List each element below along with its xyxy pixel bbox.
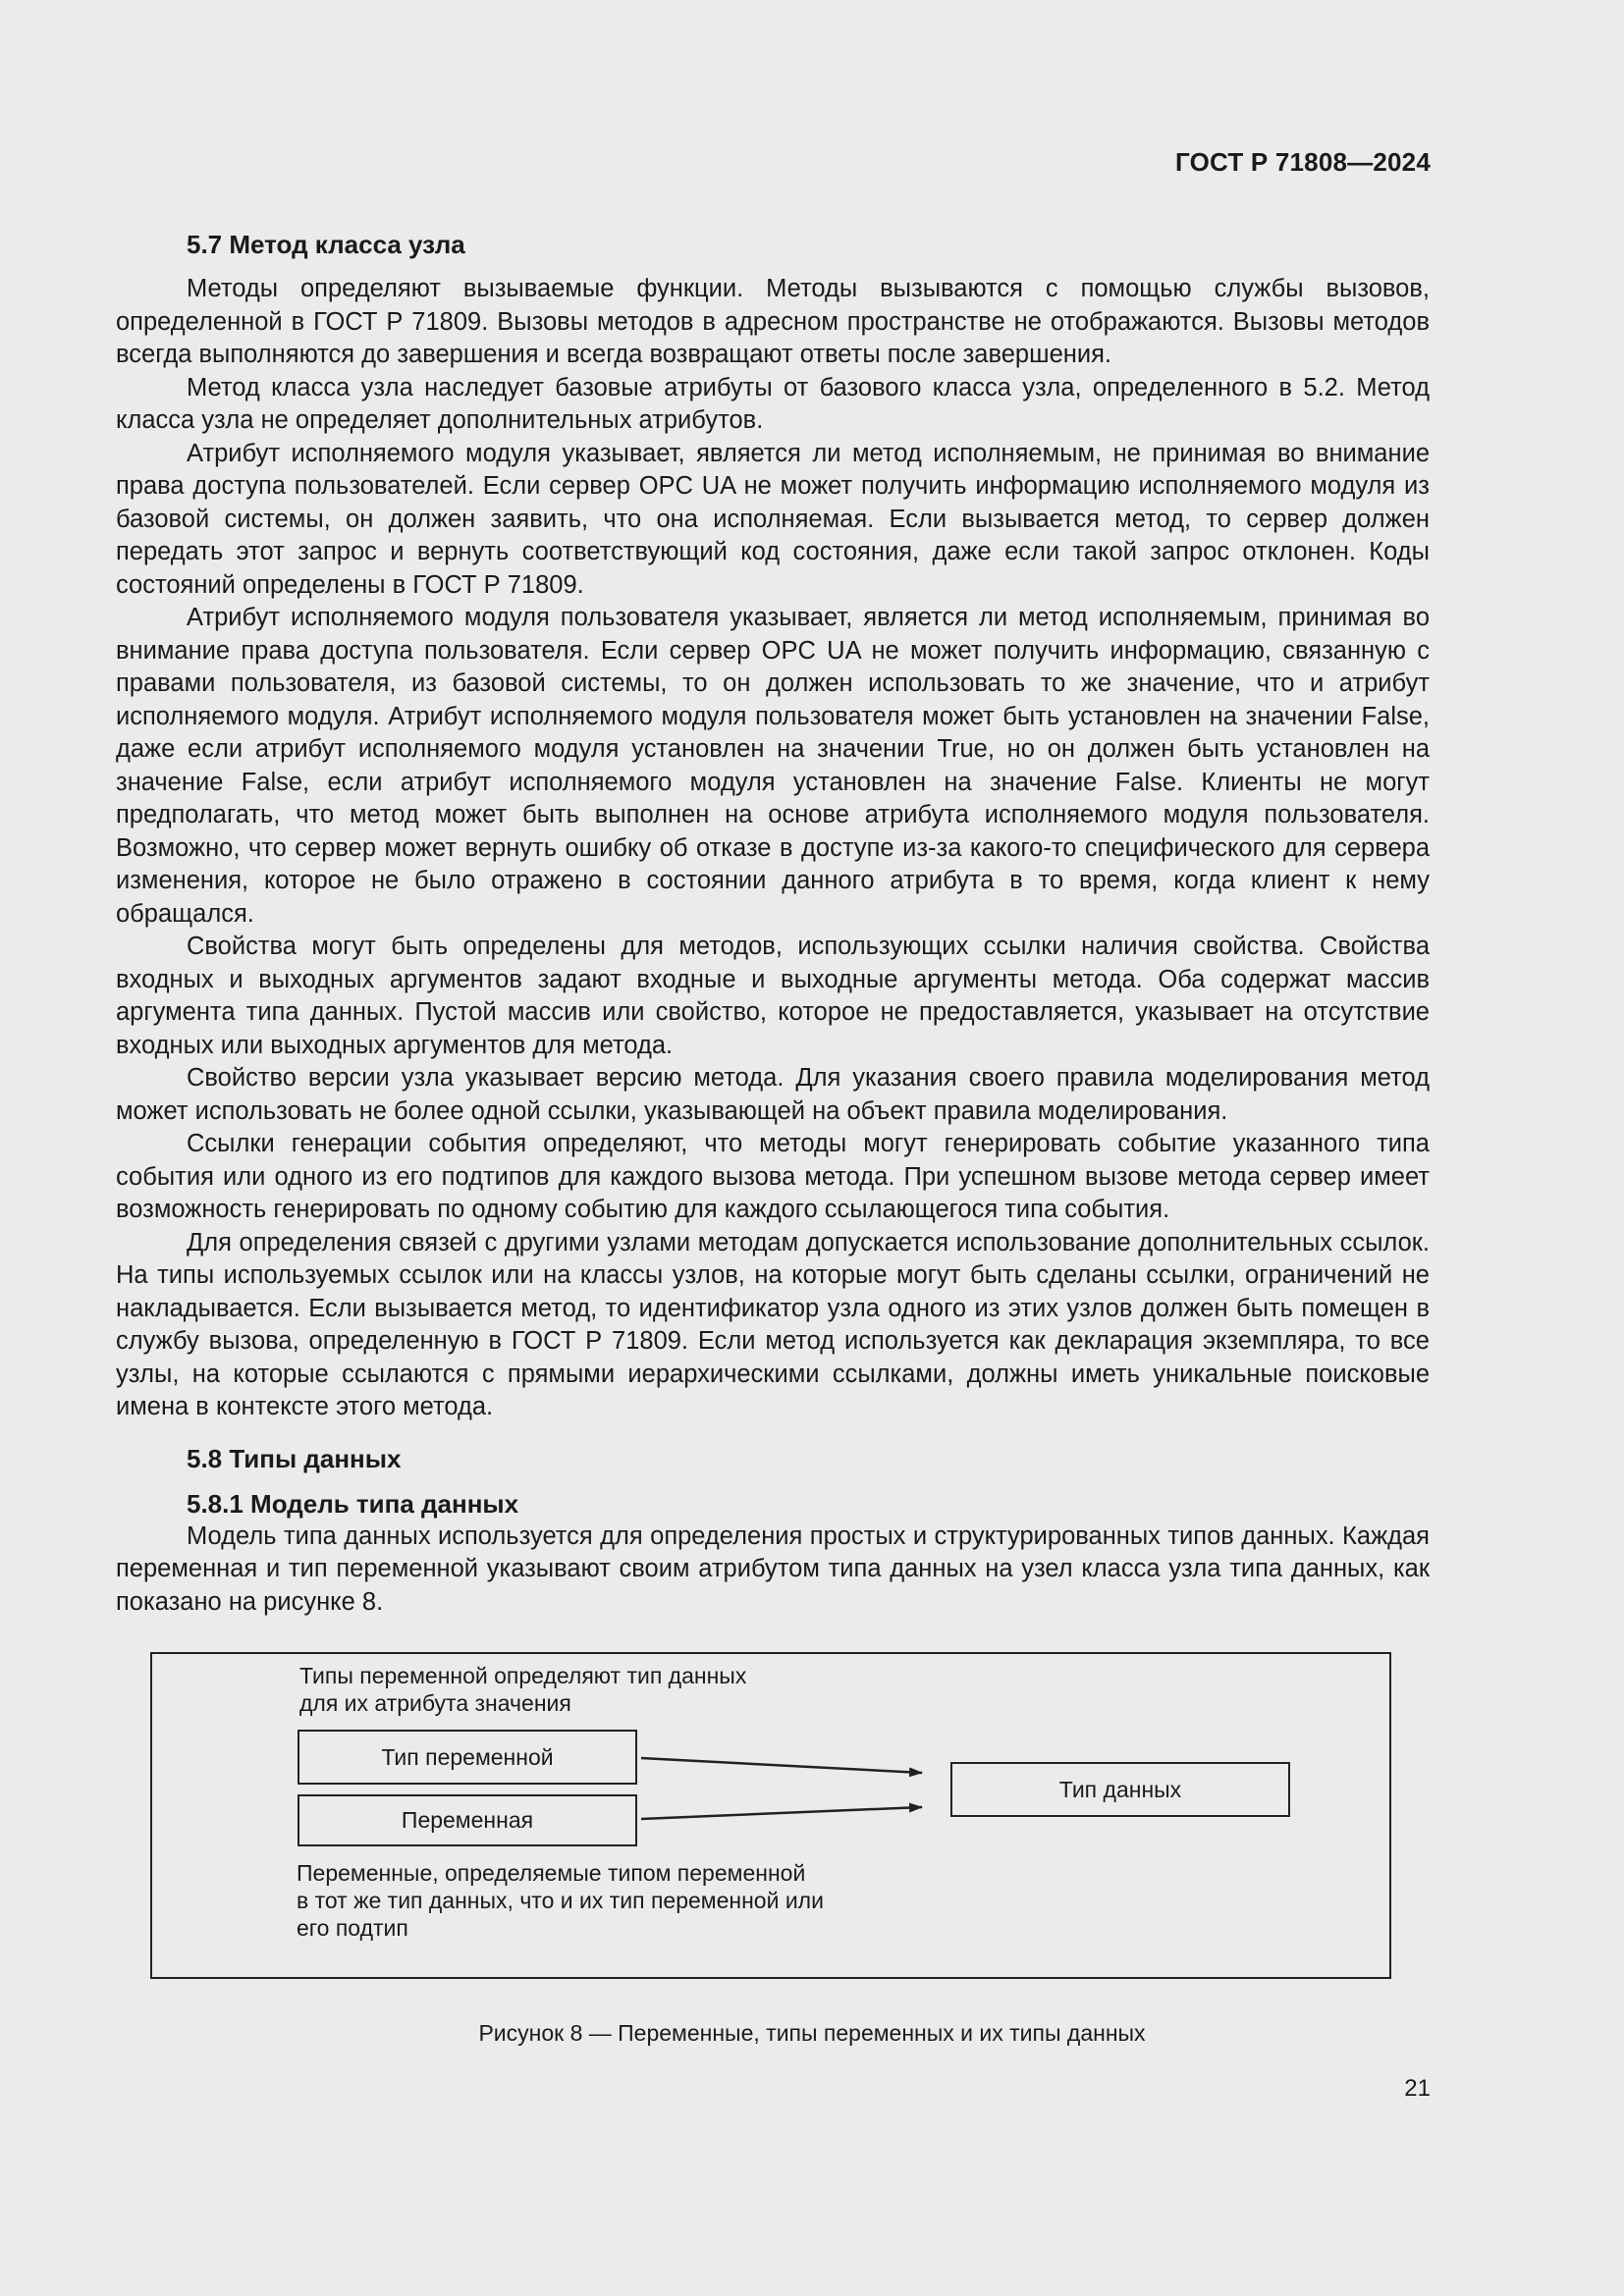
variable-label: Переменная: [401, 1807, 534, 1833]
main-text: [116, 228, 1430, 1619]
paragraph: Для определения связей с другими узлами методам допускается использование дополнительных ссылок. На типы используемых ссылок или на классы узлов, на которые могут быть сделаны ссылки, ограничений не накладывается. Если вызывается метод, то идентификатор узла одного из этих узлов должен быть помещен в службу вызова, определенную в ГОСТ Р 71809. Если метод используется как декларация экземпляра, то все узлы, на которые ссылаются с прямыми иерархическими ссылками, должны иметь уникальные поисковые имена в контексте этого метода.: [116, 1228, 1430, 1420]
paragraph: Метод класса узла наследует базовые атрибуты от базового класса узла, определенного в 5.2. Метод класса узла не определяет дополнительных атрибутов.: [116, 373, 1430, 434]
paragraph: Модель типа данных используется для определения простых и структурированных типов данных. Каждая переменная и тип переменной указывают своим атрибутом типа данных на узел класса узла типа данных, как показано на рисунке 8.: [116, 1522, 1430, 1616]
paragraph: Свойство версии узла указывает версию метода. Для указания своего правила моделирования метод может использовать не более одной ссылки, указывающей на объект правила моделирования.: [116, 1064, 1430, 1125]
variable-type-box: [298, 1730, 637, 1785]
figure-top-note: Типы переменной определяют тип данных для их атрибута значения: [299, 1663, 747, 1716]
document-number-header: ГОСТ Р 71808—2024: [1175, 147, 1431, 177]
variable-box: [298, 1794, 637, 1846]
arrow-variable-to-data-type: [641, 1807, 922, 1819]
figure-caption: Рисунок 8 — Переменные, типы переменных и их типы данных: [478, 2020, 1146, 2046]
paragraph: Атрибут исполняемого модуля указывает, является ли метод исполняемым, не принимая во внимание права доступа пользователей. Если сервер OPC UA не может получить информацию исполняемого модуля из базовой системы, он должен заявить, что она исполняемая. Если вызывается метод, то сервер должен передать этот запрос и вернуть соответствующий код состояния, даже если такой запрос отклонен. Коды состояний определены в ГОСТ Р 71809.: [116, 439, 1430, 599]
arrow-variable-type-to-data-type: [641, 1758, 922, 1773]
variable-type-label: Тип переменной: [381, 1743, 554, 1770]
data-type-label: Тип данных: [1058, 1776, 1182, 1802]
data-type-box: [950, 1762, 1290, 1817]
paragraph: Свойства могут быть определены для методов, использующих ссылки наличия свойства. Свойства входных и выходных аргументов задают входные и выходные аргументы метода. Оба содержат массив аргумента типа данных. Пустой массив или свойство, которое не предоставляется, указывает на отсутствие входных или выходных аргументов для метода.: [116, 933, 1430, 1059]
paragraph: Атрибут исполняемого модуля пользователя указывает, является ли метод исполняемым, принимая во внимание права доступа пользователя. Если сервер OPC UA не может получить информацию, связанную с правами пользователя, из базовой системы, то он должен использовать то же значение, что и атрибут исполняемого модуля. Атрибут исполняемого модуля пользователя может быть установлен на значении False, даже если атрибут исполняемого модуля установлен на значении True, но он должен быть установлен на значение False, если атрибут исполняемого модуля установлен на значение False. Клиенты не могут предполагать, что метод может быть выполнен на основе атрибута исполняемого модуля пользователя. Возможно, что сервер может вернуть ошибку об отказе в доступе из-за какого-то специфического для сервера изменения, которое не было отражено в состоянии данного атрибута в то время, когда клиент к нему обращался.: [116, 604, 1430, 928]
paragraph: Методы определяют вызываемые функции. Методы вызываются с помощью службы вызовов, определенной в ГОСТ Р 71809. Вызовы методов в адресном пространстве не отображаются. Вызовы методов всегда выполняются до завершения и всегда возвращают ответы после завершения.: [116, 275, 1430, 368]
paragraph: Ссылки генерации события определяют, что методы могут генерировать событие указанного типа события или одного из его подтипов для каждого вызова метода. При успешном вызове метода сервер имеет возможность генерировать по одному событию для каждого ссылающегося типа события.: [116, 1130, 1430, 1223]
figure-8-diagram: [150, 1652, 1391, 1979]
section-5-8-1-title: 5.8.1 Модель типа данных: [187, 1488, 519, 1519]
page-number: 21: [1404, 2075, 1431, 2102]
section-5-8-title: 5.8 Типы данных: [187, 1443, 402, 1473]
figure-bottom-note: Переменные, определяемые типом переменной в тот же тип данных, что и их тип переменной или его подтип: [297, 1860, 824, 1941]
section-5-7-title: 5.7 Метод класса узла: [187, 230, 465, 259]
